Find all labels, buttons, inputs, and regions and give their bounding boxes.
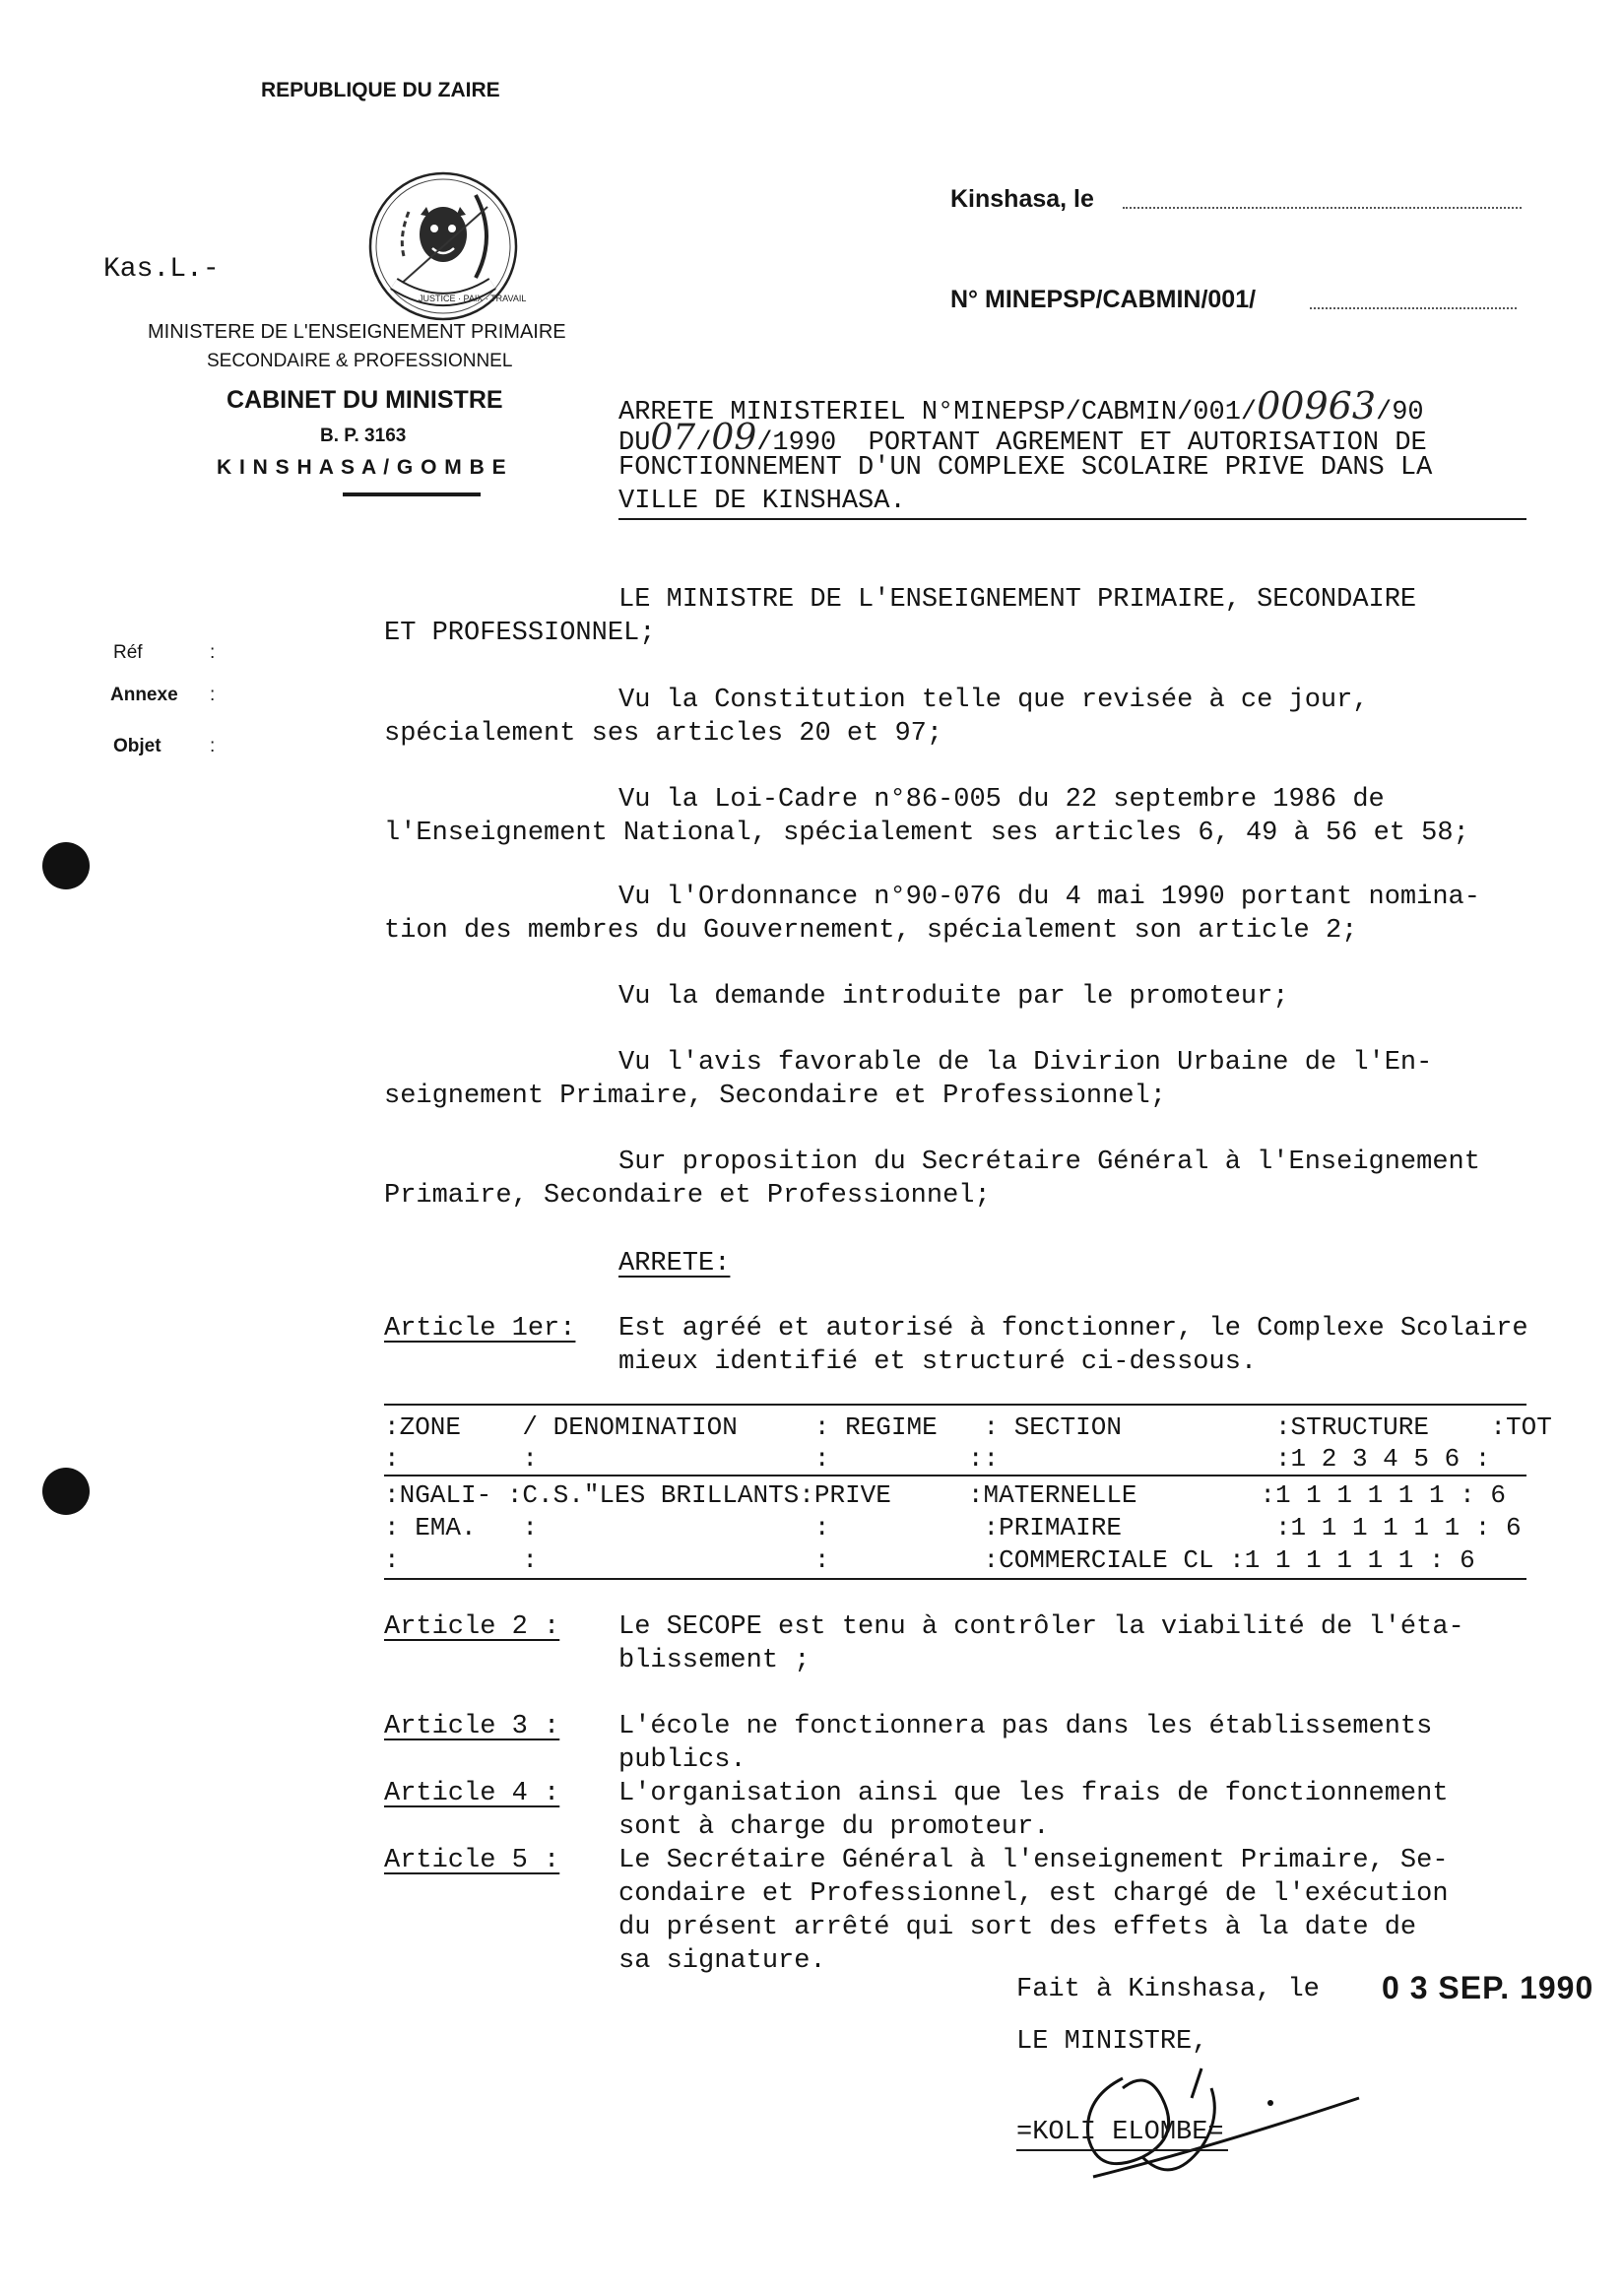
article-4-line-2: sont à charge du promoteur. xyxy=(618,1812,1050,1842)
title-du: DU xyxy=(618,428,651,458)
punch-hole-lower xyxy=(42,1468,90,1515)
reference-initials: Kas.L.- xyxy=(103,254,220,285)
title-line-3: FONCTIONNEMENT D'UN COMPLEXE SCOLAIRE PRIVE DANS LA xyxy=(618,453,1433,483)
table-rule-bottom xyxy=(384,1578,1526,1580)
sur-proposition-line-2: Primaire, Secondaire et Professionnel; xyxy=(384,1181,991,1211)
article-5-line-4: sa signature. xyxy=(618,1946,826,1976)
article-2-line-1: Le SECOPE est tenu à contrôler la viabilité de l'éta- xyxy=(618,1612,1464,1642)
ref-colon: : xyxy=(210,642,216,663)
annexe-label: Annexe xyxy=(110,685,178,705)
article-5-label: Article 5 : xyxy=(384,1846,560,1875)
cabinet-heading: CABINET DU MINISTRE xyxy=(227,386,503,414)
article-2-label: Article 2 : xyxy=(384,1612,560,1642)
article-4-line-1: L'organisation ainsi que les frais de fonctionnement xyxy=(618,1779,1449,1808)
title-rule xyxy=(618,518,1526,520)
table-rule-middle xyxy=(384,1475,1526,1476)
minister-line-2: ET PROFESSIONNEL; xyxy=(384,619,656,648)
article-2-line-2: blissement ; xyxy=(618,1646,811,1675)
republic-heading: REPUBLIQUE DU ZAIRE xyxy=(261,79,500,101)
article-3-line-2: publics. xyxy=(618,1745,747,1775)
article-1-label: Article 1er: xyxy=(384,1314,576,1344)
vu-constitution-line-1: Vu la Constitution telle que revisée à ce jour, xyxy=(618,686,1369,715)
arrete-heading: ARRETE: xyxy=(618,1249,731,1279)
leopard-seal-icon xyxy=(359,167,527,325)
vu-loi-cadre-line-2: l'Enseignement National, spécialement ses articles 6, 49 à 56 et 58; xyxy=(384,819,1469,848)
handwritten-month: 09 xyxy=(711,418,757,458)
city-line: K I N S H A S A / G O M B E xyxy=(217,456,507,479)
title-line-4: VILLE DE KINSHASA. xyxy=(618,487,906,516)
article-1-line-2: mieux identifié et structuré ci-dessous. xyxy=(618,1347,1258,1377)
table-header-row-1: :ZONE / DENOMINATION : REGIME : SECTION :STRUCTURE :TOT xyxy=(384,1412,1552,1442)
postal-box: B. P. 3163 xyxy=(320,426,407,446)
ministry-line-2: SECONDAIRE & PROFESSIONNEL xyxy=(207,351,513,371)
sur-proposition-line-1: Sur proposition du Secrétaire Général à l'Enseignement xyxy=(618,1148,1480,1177)
title-line-2: DU07/09/1990 PORTANT AGREMENT ET AUTORISATION DE xyxy=(618,418,1427,458)
article-5-line-3: du présent arrêté qui sort des effets à la date de xyxy=(618,1913,1417,1942)
vu-ordonnance-line-2: tion des membres du Gouvernement, spécialement son article 2; xyxy=(384,916,1358,946)
handwritten-day: 07 xyxy=(650,418,696,458)
vu-demande: Vu la demande introduite par le promoteur; xyxy=(618,982,1289,1012)
objet-colon: : xyxy=(210,736,216,756)
vu-avis-line-2: seignement Primaire, Secondaire et Professionnel; xyxy=(384,1082,1166,1111)
signature-scribble-icon xyxy=(1064,2029,1379,2197)
table-row: : EMA. : : :PRIMAIRE :1 1 1 1 1 1 : 6 xyxy=(384,1513,1522,1542)
article-4-label: Article 4 : xyxy=(384,1779,560,1808)
handwritten-decree-number: 00963 xyxy=(1257,384,1376,427)
reference-number-label: N° MINEPSP/CABMIN/001/ xyxy=(950,286,1257,313)
vu-ordonnance-line-1: Vu l'Ordonnance n°90-076 du 4 mai 1990 portant nomina- xyxy=(618,883,1480,912)
ref-label: Réf xyxy=(113,642,143,663)
annexe-colon: : xyxy=(210,685,216,705)
svg-text:JUSTICE · PAIX · TRAVAIL: JUSTICE · PAIX · TRAVAIL xyxy=(418,294,527,303)
date-stamp: 0 3 SEP. 1990 xyxy=(1382,1970,1594,2005)
ministry-line-1: MINISTERE DE L'ENSEIGNEMENT PRIMAIRE xyxy=(148,321,566,343)
title-line-2-text: /1990 PORTANT AGREMENT ET AUTORISATION DE xyxy=(756,428,1427,458)
article-3-label: Article 3 : xyxy=(384,1712,560,1741)
fait-a-kinshasa: Fait à Kinshasa, le xyxy=(1016,1975,1320,2004)
table-row: : : : :COMMERCIALE CL :1 1 1 1 1 1 : 6 xyxy=(384,1545,1475,1575)
vu-avis-line-1: Vu l'avis favorable de la Divirion Urbaine de l'En- xyxy=(618,1048,1433,1078)
title-year-suffix: /90 xyxy=(1376,398,1424,427)
minister-title: LE MINISTRE, xyxy=(1016,2027,1208,2057)
punch-hole-upper xyxy=(42,842,90,889)
table-rule-top xyxy=(384,1404,1526,1406)
objet-label: Objet xyxy=(113,736,162,756)
vu-loi-cadre-line-1: Vu la Loi-Cadre n°86-005 du 22 septembre 1986 de xyxy=(618,785,1385,815)
vu-constitution-line-2: spécialement ses articles 20 et 97; xyxy=(384,719,943,749)
letterhead-rule xyxy=(343,492,481,496)
table-row: :NGALI- :C.S."LES BRILLANTS:PRIVE :MATERNELLE :1 1 1 1 1 1 : 6 xyxy=(384,1480,1506,1510)
article-1-line-1: Est agréé et autorisé à fonctionner, le Complexe Scolaire xyxy=(618,1314,1528,1344)
signatory-rule xyxy=(1016,2149,1228,2151)
table-header-row-2: : : : :: :1 2 3 4 5 6 : xyxy=(384,1444,1491,1474)
article-5-line-2: condaire et Professionnel, est chargé de l'exécution xyxy=(618,1879,1449,1909)
signatory-name: =KOLI ELOMBE= xyxy=(1016,2118,1224,2147)
title-line-1-text: ARRETE MINISTERIEL N°MINEPSP/CABMIN/001/ xyxy=(618,398,1258,427)
minister-line-1: LE MINISTRE DE L'ENSEIGNEMENT PRIMAIRE, SECONDAIRE xyxy=(618,585,1417,615)
kinshasa-date-label: Kinshasa, le xyxy=(950,185,1094,213)
date-fill-line xyxy=(1123,207,1522,209)
article-5-line-1: Le Secrétaire Général à l'enseignement Primaire, Se- xyxy=(618,1846,1449,1875)
article-3-line-1: L'école ne fonctionnera pas dans les établissements xyxy=(618,1712,1433,1741)
reference-fill-line xyxy=(1310,307,1517,309)
